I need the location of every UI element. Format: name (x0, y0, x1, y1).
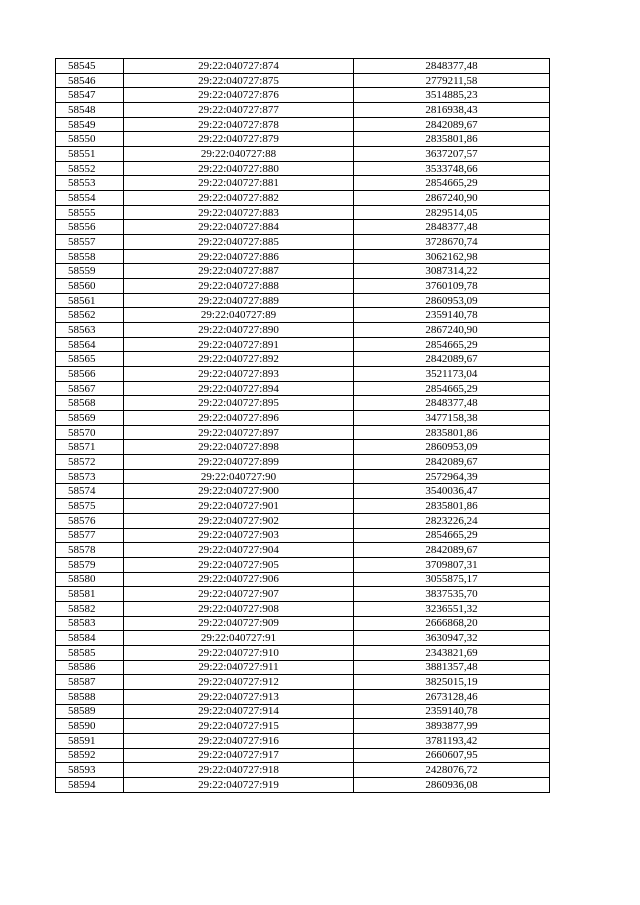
row-number-cell: 58546 (56, 73, 124, 88)
table-row (56, 117, 550, 132)
table-row (56, 367, 550, 382)
table-row (56, 235, 550, 250)
cadastral-number-cell: 29:22:040727:896 (124, 411, 354, 426)
cadastral-value-cell: 3062162,98 (354, 249, 550, 264)
row-number-cell: 58552 (56, 161, 124, 176)
cadastral-value-cell: 2854665,29 (354, 381, 550, 396)
cadastral-number-cell: 29:22:040727:890 (124, 323, 354, 338)
cadastral-value-cell: 2359140,78 (354, 704, 550, 719)
table-row (56, 601, 550, 616)
table-row (56, 499, 550, 514)
row-number-cell: 58585 (56, 645, 124, 660)
cadastral-number-cell: 29:22:040727:893 (124, 367, 354, 382)
row-number-cell: 58582 (56, 601, 124, 616)
cadastral-value-cell: 2779211,58 (354, 73, 550, 88)
cadastral-value-cell: 2867240,90 (354, 323, 550, 338)
cadastral-value-cell: 2816938,43 (354, 103, 550, 118)
cadastral-number-cell: 29:22:040727:908 (124, 601, 354, 616)
table-row (56, 264, 550, 279)
row-number-cell: 58574 (56, 484, 124, 499)
row-number-cell: 58547 (56, 88, 124, 103)
table-row (56, 352, 550, 367)
table-row (56, 587, 550, 602)
row-number-cell: 58576 (56, 513, 124, 528)
cadastral-value-cell: 2867240,90 (354, 191, 550, 206)
row-number-cell: 58568 (56, 396, 124, 411)
cadastral-number-cell: 29:22:040727:895 (124, 396, 354, 411)
cadastral-value-cell: 3236551,32 (354, 601, 550, 616)
table-row (56, 645, 550, 660)
cadastral-number-cell: 29:22:040727:907 (124, 587, 354, 602)
cadastral-value-cell: 2848377,48 (354, 220, 550, 235)
table-row (56, 249, 550, 264)
table-row (56, 455, 550, 470)
cadastral-value-cell: 2359140,78 (354, 308, 550, 323)
cadastral-number-cell: 29:22:040727:910 (124, 645, 354, 660)
table-row (56, 469, 550, 484)
table-row (56, 308, 550, 323)
cadastral-number-cell: 29:22:040727:905 (124, 557, 354, 572)
table-row (56, 205, 550, 220)
cadastral-number-cell: 29:22:040727:900 (124, 484, 354, 499)
cadastral-number-cell: 29:22:040727:904 (124, 543, 354, 558)
cadastral-value-cell: 3514885,23 (354, 88, 550, 103)
cadastral-value-table (55, 58, 550, 793)
cadastral-value-cell: 2854665,29 (354, 337, 550, 352)
cadastral-number-cell: 29:22:040727:891 (124, 337, 354, 352)
cadastral-number-cell: 29:22:040727:885 (124, 235, 354, 250)
cadastral-value-cell: 3087314,22 (354, 264, 550, 279)
cadastral-number-cell: 29:22:040727:901 (124, 499, 354, 514)
table-row (56, 425, 550, 440)
table-row (56, 616, 550, 631)
row-number-cell: 58579 (56, 557, 124, 572)
cadastral-value-cell: 2666868,20 (354, 616, 550, 631)
table-row (56, 381, 550, 396)
table-row (56, 73, 550, 88)
cadastral-value-cell: 3477158,38 (354, 411, 550, 426)
cadastral-value-cell: 2860936,08 (354, 777, 550, 792)
cadastral-number-cell: 29:22:040727:914 (124, 704, 354, 719)
row-number-cell: 58556 (56, 220, 124, 235)
cadastral-value-cell: 3709807,31 (354, 557, 550, 572)
cadastral-value-cell: 2343821,69 (354, 645, 550, 660)
row-number-cell: 58572 (56, 455, 124, 470)
table-row (56, 543, 550, 558)
cadastral-number-cell: 29:22:040727:876 (124, 88, 354, 103)
table-row (56, 675, 550, 690)
row-number-cell: 58557 (56, 235, 124, 250)
table-row (56, 689, 550, 704)
table-row (56, 411, 550, 426)
table-row (56, 733, 550, 748)
row-number-cell: 58548 (56, 103, 124, 118)
cadastral-number-cell: 29:22:040727:882 (124, 191, 354, 206)
row-number-cell: 58586 (56, 660, 124, 675)
cadastral-number-cell: 29:22:040727:89 (124, 308, 354, 323)
row-number-cell: 58558 (56, 249, 124, 264)
row-number-cell: 58551 (56, 147, 124, 162)
row-number-cell: 58553 (56, 176, 124, 191)
table-row (56, 763, 550, 778)
table-row (56, 528, 550, 543)
row-number-cell: 58577 (56, 528, 124, 543)
cadastral-value-cell: 2660607,95 (354, 748, 550, 763)
table-row (56, 293, 550, 308)
cadastral-number-cell: 29:22:040727:90 (124, 469, 354, 484)
row-number-cell: 58590 (56, 719, 124, 734)
cadastral-value-cell: 3760109,78 (354, 279, 550, 294)
row-number-cell: 58584 (56, 631, 124, 646)
row-number-cell: 58549 (56, 117, 124, 132)
row-number-cell: 58575 (56, 499, 124, 514)
cadastral-number-cell: 29:22:040727:906 (124, 572, 354, 587)
cadastral-number-cell: 29:22:040727:874 (124, 59, 354, 74)
cadastral-value-cell: 2848377,48 (354, 59, 550, 74)
row-number-cell: 58550 (56, 132, 124, 147)
row-number-cell: 58566 (56, 367, 124, 382)
table-row (56, 161, 550, 176)
row-number-cell: 58570 (56, 425, 124, 440)
row-number-cell: 58593 (56, 763, 124, 778)
table-row (56, 660, 550, 675)
table-row (56, 88, 550, 103)
cadastral-number-cell: 29:22:040727:913 (124, 689, 354, 704)
cadastral-value-cell: 3781193,42 (354, 733, 550, 748)
cadastral-value-cell: 3825015,19 (354, 675, 550, 690)
cadastral-number-cell: 29:22:040727:902 (124, 513, 354, 528)
row-number-cell: 58564 (56, 337, 124, 352)
table-body (56, 59, 550, 793)
cadastral-value-cell: 3881357,48 (354, 660, 550, 675)
cadastral-number-cell: 29:22:040727:878 (124, 117, 354, 132)
row-number-cell: 58562 (56, 308, 124, 323)
cadastral-value-cell: 2835801,86 (354, 132, 550, 147)
row-number-cell: 58559 (56, 264, 124, 279)
table-row (56, 220, 550, 235)
row-number-cell: 58578 (56, 543, 124, 558)
cadastral-number-cell: 29:22:040727:879 (124, 132, 354, 147)
row-number-cell: 58581 (56, 587, 124, 602)
cadastral-value-cell: 3055875,17 (354, 572, 550, 587)
cadastral-value-cell: 2829514,05 (354, 205, 550, 220)
cadastral-value-cell: 3893877,99 (354, 719, 550, 734)
row-number-cell: 58589 (56, 704, 124, 719)
row-number-cell: 58555 (56, 205, 124, 220)
cadastral-value-cell: 3540036,47 (354, 484, 550, 499)
row-number-cell: 58561 (56, 293, 124, 308)
row-number-cell: 58594 (56, 777, 124, 792)
row-number-cell: 58592 (56, 748, 124, 763)
cadastral-number-cell: 29:22:040727:894 (124, 381, 354, 396)
cadastral-number-cell: 29:22:040727:916 (124, 733, 354, 748)
cadastral-value-cell: 2848377,48 (354, 396, 550, 411)
table-row (56, 777, 550, 792)
table-row (56, 59, 550, 74)
cadastral-number-cell: 29:22:040727:903 (124, 528, 354, 543)
cadastral-number-cell: 29:22:040727:877 (124, 103, 354, 118)
table-row (56, 484, 550, 499)
cadastral-number-cell: 29:22:040727:883 (124, 205, 354, 220)
cadastral-number-cell: 29:22:040727:899 (124, 455, 354, 470)
row-number-cell: 58571 (56, 440, 124, 455)
table-row (56, 191, 550, 206)
cadastral-value-cell: 2842089,67 (354, 543, 550, 558)
cadastral-value-cell: 2842089,67 (354, 455, 550, 470)
cadastral-number-cell: 29:22:040727:889 (124, 293, 354, 308)
cadastral-number-cell: 29:22:040727:88 (124, 147, 354, 162)
cadastral-value-cell: 3630947,32 (354, 631, 550, 646)
cadastral-value-cell: 2854665,29 (354, 176, 550, 191)
cadastral-number-cell: 29:22:040727:909 (124, 616, 354, 631)
row-number-cell: 58587 (56, 675, 124, 690)
table-row (56, 557, 550, 572)
cadastral-number-cell: 29:22:040727:887 (124, 264, 354, 279)
table-row (56, 147, 550, 162)
table-row (56, 704, 550, 719)
cadastral-number-cell: 29:22:040727:881 (124, 176, 354, 191)
cadastral-number-cell: 29:22:040727:892 (124, 352, 354, 367)
row-number-cell: 58565 (56, 352, 124, 367)
row-number-cell: 58560 (56, 279, 124, 294)
cadastral-value-cell: 2835801,86 (354, 425, 550, 440)
table-row (56, 103, 550, 118)
cadastral-number-cell: 29:22:040727:918 (124, 763, 354, 778)
cadastral-number-cell: 29:22:040727:917 (124, 748, 354, 763)
cadastral-value-cell: 3521173,04 (354, 367, 550, 382)
cadastral-number-cell: 29:22:040727:91 (124, 631, 354, 646)
cadastral-value-cell: 3837535,70 (354, 587, 550, 602)
table-row (56, 719, 550, 734)
cadastral-number-cell: 29:22:040727:919 (124, 777, 354, 792)
table-row (56, 513, 550, 528)
row-number-cell: 58554 (56, 191, 124, 206)
cadastral-value-cell: 2842089,67 (354, 117, 550, 132)
cadastral-number-cell: 29:22:040727:911 (124, 660, 354, 675)
table-row (56, 396, 550, 411)
cadastral-value-cell: 2823226,24 (354, 513, 550, 528)
table-row (56, 572, 550, 587)
row-number-cell: 58545 (56, 59, 124, 74)
cadastral-value-cell: 3637207,57 (354, 147, 550, 162)
table-row (56, 323, 550, 338)
row-number-cell: 58588 (56, 689, 124, 704)
row-number-cell: 58591 (56, 733, 124, 748)
row-number-cell: 58580 (56, 572, 124, 587)
cadastral-value-cell: 2860953,09 (354, 440, 550, 455)
table-row (56, 337, 550, 352)
cadastral-number-cell: 29:22:040727:886 (124, 249, 354, 264)
cadastral-value-cell: 2835801,86 (354, 499, 550, 514)
cadastral-number-cell: 29:22:040727:884 (124, 220, 354, 235)
row-number-cell: 58569 (56, 411, 124, 426)
table-row (56, 631, 550, 646)
table-row (56, 279, 550, 294)
cadastral-value-cell: 3728670,74 (354, 235, 550, 250)
row-number-cell: 58563 (56, 323, 124, 338)
cadastral-number-cell: 29:22:040727:888 (124, 279, 354, 294)
cadastral-value-cell: 2860953,09 (354, 293, 550, 308)
row-number-cell: 58567 (56, 381, 124, 396)
cadastral-number-cell: 29:22:040727:875 (124, 73, 354, 88)
cadastral-value-cell: 2673128,46 (354, 689, 550, 704)
cadastral-number-cell: 29:22:040727:898 (124, 440, 354, 455)
table-row (56, 176, 550, 191)
cadastral-value-cell: 3533748,66 (354, 161, 550, 176)
table-row (56, 440, 550, 455)
cadastral-number-cell: 29:22:040727:915 (124, 719, 354, 734)
row-number-cell: 58573 (56, 469, 124, 484)
cadastral-number-cell: 29:22:040727:912 (124, 675, 354, 690)
cadastral-value-cell: 2854665,29 (354, 528, 550, 543)
cadastral-number-cell: 29:22:040727:880 (124, 161, 354, 176)
table-row (56, 748, 550, 763)
cadastral-number-cell: 29:22:040727:897 (124, 425, 354, 440)
cadastral-value-cell: 2428076,72 (354, 763, 550, 778)
row-number-cell: 58583 (56, 616, 124, 631)
table-row (56, 132, 550, 147)
cadastral-value-cell: 2572964,39 (354, 469, 550, 484)
cadastral-value-cell: 2842089,67 (354, 352, 550, 367)
